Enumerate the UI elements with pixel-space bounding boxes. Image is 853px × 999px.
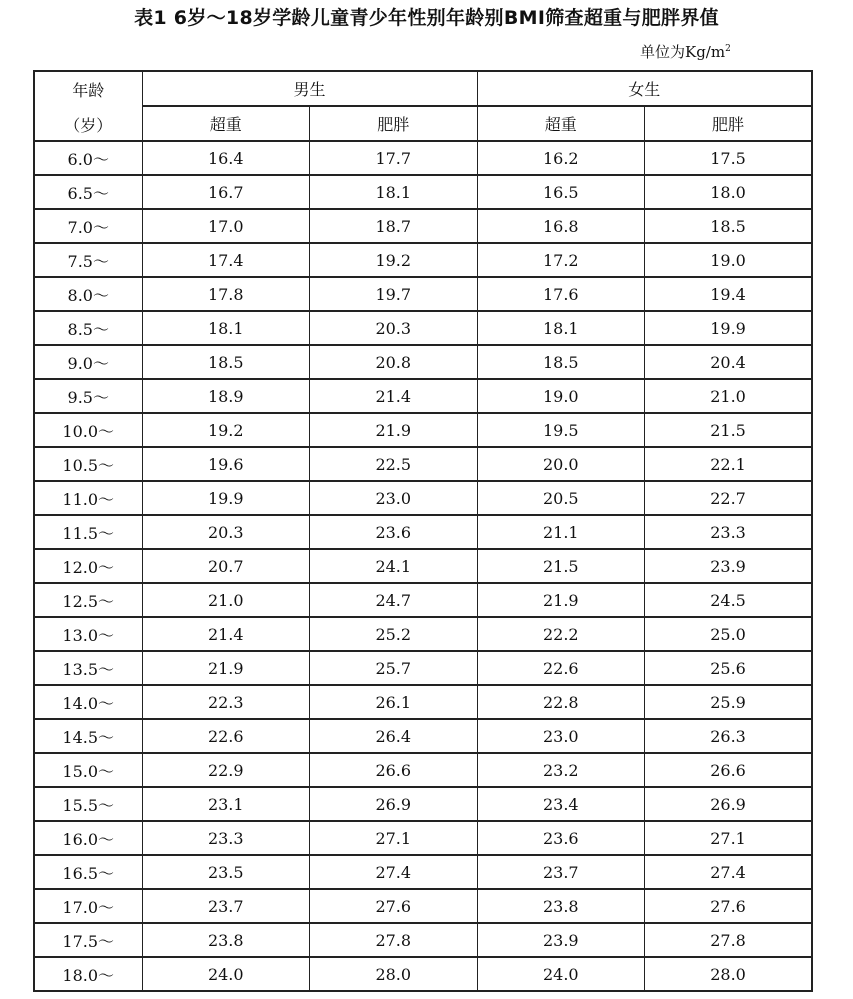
male-obese-cell: 22.5 xyxy=(310,447,478,481)
female-obese-cell: 18.5 xyxy=(645,209,813,243)
age-header-line2: （岁） xyxy=(64,116,113,135)
age-cell: 10.5～ xyxy=(34,447,142,481)
female-obese-cell: 23.9 xyxy=(645,549,813,583)
female-overweight-cell: 19.5 xyxy=(477,413,645,447)
female-overweight-cell: 23.4 xyxy=(477,787,645,821)
male-overweight-cell: 20.7 xyxy=(142,549,310,583)
female-group-header: 女生 xyxy=(477,71,812,106)
female-overweight-cell: 24.0 xyxy=(477,957,645,991)
table-row xyxy=(34,685,812,719)
age-cell: 16.5～ xyxy=(34,855,142,889)
female-overweight-cell: 18.1 xyxy=(477,311,645,345)
male-overweight-cell: 19.9 xyxy=(142,481,310,515)
table-row xyxy=(34,787,812,821)
female-obese-cell: 28.0 xyxy=(645,957,813,991)
female-overweight-cell: 22.6 xyxy=(477,651,645,685)
male-obese-cell: 26.1 xyxy=(310,685,478,719)
age-cell: 14.0～ xyxy=(34,685,142,719)
male-overweight-cell: 16.4 xyxy=(142,141,310,175)
table-body xyxy=(34,141,812,991)
male-overweight-cell: 20.3 xyxy=(142,515,310,549)
table-title: 表1 6岁～18岁学龄儿童青少年性别年龄别BMI筛查超重与肥胖界值 xyxy=(134,7,719,29)
table-row xyxy=(34,209,812,243)
male-obese-cell: 27.1 xyxy=(310,821,478,855)
male-overweight-header: 超重 xyxy=(142,106,310,141)
female-obese-cell: 21.0 xyxy=(645,379,813,413)
male-overweight-cell: 17.8 xyxy=(142,277,310,311)
male-overweight-cell: 23.5 xyxy=(142,855,310,889)
unit-superscript: 2 xyxy=(725,44,731,54)
male-obese-cell: 26.6 xyxy=(310,753,478,787)
male-obese-cell: 24.7 xyxy=(310,583,478,617)
male-overweight-cell: 22.3 xyxy=(142,685,310,719)
female-obese-cell: 27.1 xyxy=(645,821,813,855)
table-row xyxy=(34,583,812,617)
female-obese-cell: 24.5 xyxy=(645,583,813,617)
age-cell: 10.0～ xyxy=(34,413,142,447)
male-overweight-cell: 21.0 xyxy=(142,583,310,617)
female-obese-cell: 26.3 xyxy=(645,719,813,753)
unit-label xyxy=(640,41,731,62)
age-cell: 12.0～ xyxy=(34,549,142,583)
male-obese-cell: 21.4 xyxy=(310,379,478,413)
male-overweight-cell: 23.7 xyxy=(142,889,310,923)
age-cell: 11.5～ xyxy=(34,515,142,549)
age-cell: 15.0～ xyxy=(34,753,142,787)
male-obese-cell: 23.6 xyxy=(310,515,478,549)
male-obese-cell: 27.6 xyxy=(310,889,478,923)
female-overweight-cell: 23.6 xyxy=(477,821,645,855)
male-overweight-cell: 21.9 xyxy=(142,651,310,685)
female-overweight-cell: 19.0 xyxy=(477,379,645,413)
female-overweight-cell: 18.5 xyxy=(477,345,645,379)
male-overweight-cell: 17.4 xyxy=(142,243,310,277)
table-row xyxy=(34,175,812,209)
male-overweight-cell: 17.0 xyxy=(142,209,310,243)
female-overweight-cell: 20.5 xyxy=(477,481,645,515)
female-overweight-cell: 23.8 xyxy=(477,889,645,923)
male-group-header: 男生 xyxy=(142,71,477,106)
female-obese-cell: 25.0 xyxy=(645,617,813,651)
male-overweight-cell: 22.9 xyxy=(142,753,310,787)
table-row xyxy=(34,141,812,175)
age-cell: 17.5～ xyxy=(34,923,142,957)
table-row xyxy=(34,379,812,413)
female-overweight-cell: 22.2 xyxy=(477,617,645,651)
female-obese-cell: 22.7 xyxy=(645,481,813,515)
table-row xyxy=(34,821,812,855)
age-header-line1: 年龄 xyxy=(72,81,105,100)
table-row xyxy=(34,719,812,753)
table-row xyxy=(34,617,812,651)
male-obese-cell: 25.2 xyxy=(310,617,478,651)
female-overweight-cell: 23.2 xyxy=(477,753,645,787)
age-cell: 13.5～ xyxy=(34,651,142,685)
female-obese-cell: 22.1 xyxy=(645,447,813,481)
female-obese-cell: 25.6 xyxy=(645,651,813,685)
female-obese-cell: 27.4 xyxy=(645,855,813,889)
table-row xyxy=(34,447,812,481)
table-row xyxy=(34,243,812,277)
male-obese-header: 肥胖 xyxy=(310,106,478,141)
age-cell: 11.0～ xyxy=(34,481,142,515)
female-obese-cell: 21.5 xyxy=(645,413,813,447)
age-cell: 8.5～ xyxy=(34,311,142,345)
unit-text: 单位为Kg/m xyxy=(640,43,726,61)
female-obese-header: 肥胖 xyxy=(645,106,813,141)
male-overweight-cell: 21.4 xyxy=(142,617,310,651)
male-obese-cell: 18.7 xyxy=(310,209,478,243)
male-obese-cell: 20.8 xyxy=(310,345,478,379)
table-row xyxy=(34,277,812,311)
male-obese-cell: 28.0 xyxy=(310,957,478,991)
table-row xyxy=(34,345,812,379)
male-obese-cell: 19.7 xyxy=(310,277,478,311)
age-cell: 16.0～ xyxy=(34,821,142,855)
table-row xyxy=(34,923,812,957)
female-overweight-cell: 20.0 xyxy=(477,447,645,481)
female-overweight-cell: 16.2 xyxy=(477,141,645,175)
female-overweight-cell: 22.8 xyxy=(477,685,645,719)
table-row xyxy=(34,311,812,345)
age-cell: 6.0～ xyxy=(34,141,142,175)
female-obese-cell: 19.9 xyxy=(645,311,813,345)
male-overweight-cell: 16.7 xyxy=(142,175,310,209)
female-obese-cell: 26.9 xyxy=(645,787,813,821)
table-row xyxy=(34,889,812,923)
age-cell: 8.0～ xyxy=(34,277,142,311)
female-overweight-cell: 17.2 xyxy=(477,243,645,277)
male-obese-cell: 26.9 xyxy=(310,787,478,821)
male-obese-cell: 25.7 xyxy=(310,651,478,685)
female-overweight-cell: 21.5 xyxy=(477,549,645,583)
female-obese-cell: 19.4 xyxy=(645,277,813,311)
male-obese-cell: 26.4 xyxy=(310,719,478,753)
table-row xyxy=(34,957,812,991)
male-obese-cell: 21.9 xyxy=(310,413,478,447)
male-overweight-cell: 23.3 xyxy=(142,821,310,855)
female-overweight-cell: 21.1 xyxy=(477,515,645,549)
male-obese-cell: 18.1 xyxy=(310,175,478,209)
table-row xyxy=(34,413,812,447)
age-cell: 12.5～ xyxy=(34,583,142,617)
table-row xyxy=(34,753,812,787)
bmi-table xyxy=(33,70,813,992)
male-obese-cell: 17.7 xyxy=(310,141,478,175)
table-row xyxy=(34,549,812,583)
age-cell: 6.5～ xyxy=(34,175,142,209)
age-cell: 14.5～ xyxy=(34,719,142,753)
female-overweight-cell: 23.0 xyxy=(477,719,645,753)
male-overweight-cell: 18.1 xyxy=(142,311,310,345)
female-overweight-cell: 16.5 xyxy=(477,175,645,209)
male-obese-cell: 27.4 xyxy=(310,855,478,889)
age-cell: 7.0～ xyxy=(34,209,142,243)
female-overweight-header: 超重 xyxy=(477,106,645,141)
age-cell: 9.0～ xyxy=(34,345,142,379)
male-obese-cell: 19.2 xyxy=(310,243,478,277)
age-column-header xyxy=(34,71,142,141)
table-row xyxy=(34,651,812,685)
male-overweight-cell: 23.1 xyxy=(142,787,310,821)
male-obese-cell: 24.1 xyxy=(310,549,478,583)
male-overweight-cell: 18.5 xyxy=(142,345,310,379)
female-overweight-cell: 23.7 xyxy=(477,855,645,889)
age-cell: 15.5～ xyxy=(34,787,142,821)
table-row xyxy=(34,855,812,889)
male-obese-cell: 27.8 xyxy=(310,923,478,957)
table-row xyxy=(34,515,812,549)
female-obese-cell: 23.3 xyxy=(645,515,813,549)
female-obese-cell: 27.8 xyxy=(645,923,813,957)
male-overweight-cell: 19.2 xyxy=(142,413,310,447)
male-overweight-cell: 23.8 xyxy=(142,923,310,957)
male-obese-cell: 20.3 xyxy=(310,311,478,345)
male-obese-cell: 23.0 xyxy=(310,481,478,515)
male-overweight-cell: 24.0 xyxy=(142,957,310,991)
male-overweight-cell: 18.9 xyxy=(142,379,310,413)
female-obese-cell: 27.6 xyxy=(645,889,813,923)
male-overweight-cell: 22.6 xyxy=(142,719,310,753)
female-obese-cell: 19.0 xyxy=(645,243,813,277)
female-obese-cell: 26.6 xyxy=(645,753,813,787)
age-cell: 17.0～ xyxy=(34,889,142,923)
male-overweight-cell: 19.6 xyxy=(142,447,310,481)
table-row xyxy=(34,481,812,515)
female-overweight-cell: 16.8 xyxy=(477,209,645,243)
female-overweight-cell: 17.6 xyxy=(477,277,645,311)
age-cell: 13.0～ xyxy=(34,617,142,651)
female-obese-cell: 25.9 xyxy=(645,685,813,719)
age-cell: 18.0～ xyxy=(34,957,142,991)
female-overweight-cell: 21.9 xyxy=(477,583,645,617)
female-obese-cell: 18.0 xyxy=(645,175,813,209)
age-cell: 9.5～ xyxy=(34,379,142,413)
female-overweight-cell: 23.9 xyxy=(477,923,645,957)
age-cell: 7.5～ xyxy=(34,243,142,277)
female-obese-cell: 20.4 xyxy=(645,345,813,379)
female-obese-cell: 17.5 xyxy=(645,141,813,175)
